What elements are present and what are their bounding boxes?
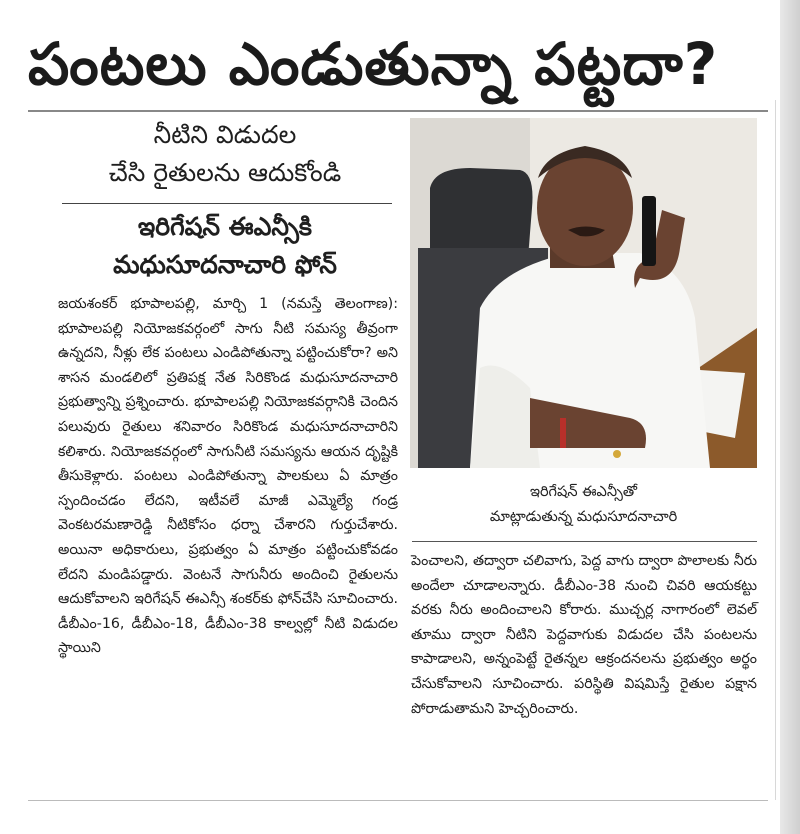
- subheadline-line: నీటిని విడుదల: [153, 120, 297, 149]
- caption-line: ఇరిగేషన్ ఈఎన్సీతో: [529, 484, 638, 500]
- subheadline-rule: [62, 203, 392, 204]
- body-text-left: జయశంకర్ భూపాలపల్లి, మార్చి 1 (నమస్తే తెలంగాణ): భూపాలపల్లి నియోజకవర్గంలో సాగు నీటి సమస్య తీవ్రంగా ఉన్నదని, నీళ్లు లేక పంటలు ఎండిపోతున్నా పట్టించుకోరా? అని శాసన మండలిలో ప్రతిపక్ష నేత సిరికొండ మధుసూదనాచారి ప్రభుత్వాన్ని ప్రశ్నించారు. భూపాలపల్లి నియోజకవర్గానికి చెందిన పలువురు రైతులు శనివారం సిరికొండ మధుసూదనాచారిని కలిశారు. నియోజకవర్గంలో సాగునీటి సమస్యను ఆయన దృష్టికి తీసుకెళ్లారు. పంటలు ఎండిపోతున్నా పాలకులు ఏ మాత్రం స్పందించడం లేదని, ఇటీవలే మాజీ ఎమ్మెల్యే గండ్ర వెంకటరమణారెడ్డి నీటికోసం ధర్నా చేశారని గుర్తుచేశారు. అయినా అధికారులు, ప్రభుత్వం ఏ మాత్రం పట్టించుకోవడం లేదని మండిపడ్డారు. వెంటనే సాగునీరు అందించి రైతులను ఆదుకోవాలని ఇరిగేషన్ ఈఎన్సీ శంకర్‌కు ఫోన్‌చేసి సూచించారు. డీబీఎం-16, డీబీఎం-18, డీబీఎం-38 కాల్వల్లో నీటి విడుదల స్థాయిని: [58, 296, 398, 657]
- bottom-rule: [28, 800, 768, 801]
- subheadline: [60, 116, 390, 192]
- kicker-line: ఇరిగేషన్ ఈఎన్సీకి: [138, 212, 312, 241]
- page-edge: [780, 0, 800, 834]
- kicker: [60, 208, 390, 284]
- subheadline-line: చేసి రైతులను ఆదుకోండి: [108, 158, 342, 187]
- body-text-right: పెంచాలని, తద్వారా చలివాగు, పెద్ద వాగు ద్వారా పొలాలకు నీరు అందేలా చూడాలన్నారు. డీబీఎం-38 నుంచి చివరి ఆయకట్టు వరకు నీరు అందించాలని కోరారు. ముచ్చర్ల నాగారంలో లెవల్ తూము ద్వారా నీటిని పెద్దవాగుకు విడుదల చేసి పంటలను కాపాడాలని, అన్నంపెట్టే రైతన్నల ఆక్రందనలను ప్రభుత్వం అర్థం చేసుకోవాలని సూచించారు. పరిస్థితి విషమిస్తే రైతుల పక్షాన పోరాడుతామని హెచ్చరించారు.: [411, 553, 758, 717]
- caption-line: మాట్లాడుతున్న మధుసూదనాచారి: [489, 509, 678, 525]
- caption-rule: [412, 541, 757, 542]
- kicker-line: మధుసూదనాచారి ఫోన్: [113, 250, 337, 279]
- news-photo: [410, 118, 757, 468]
- photo-illustration: [410, 118, 757, 468]
- body-column-left: [58, 292, 398, 661]
- body-column-right: [411, 549, 757, 721]
- photo-caption: [410, 480, 757, 530]
- page-edge-line: [775, 100, 776, 800]
- headline-rule: [28, 110, 768, 112]
- headline: పంటలు ఎండుతున్నా పట్టదా?: [28, 30, 719, 98]
